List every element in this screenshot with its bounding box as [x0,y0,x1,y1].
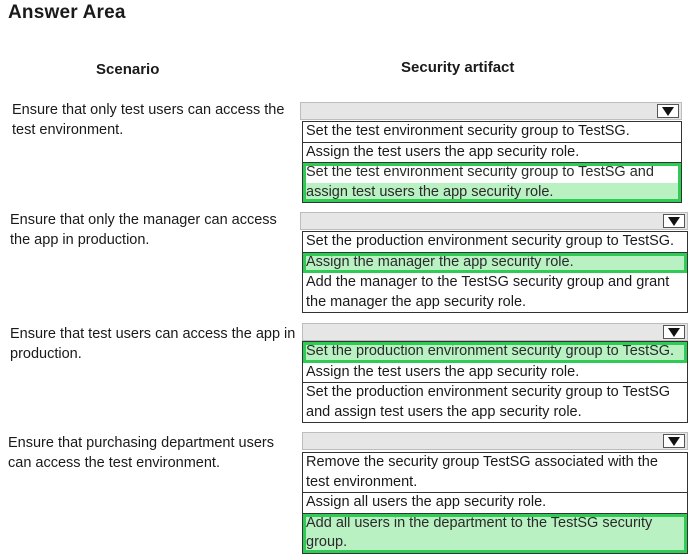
scenario-2-text: Ensure that only the manager can access the app in production. [10,212,277,248]
artifact-1-option-1[interactable]: Set the test environment security group to TestSG. [303,122,681,143]
artifact-4-options [302,452,688,554]
artifact-4-dropdown[interactable] [302,432,688,450]
artifact-1-option-3[interactable]: Set the test environment security group to TestSG and assign test users the app security role. [303,163,681,202]
artifact-2-option-2[interactable]: Assign the manager the app security role. [303,253,687,274]
artifact-2-options [302,231,688,313]
artifact-1-dropdown[interactable] [300,102,682,120]
artifact-3-option-3[interactable]: Set the production environment security group to TestSG and assign test users the app security role. [306,384,671,420]
triangle-down-icon[interactable] [663,325,685,339]
scenario-3-text: Ensure that test users can access the app in production. [10,326,296,362]
artifact-1-option-2[interactable]: Assign the test users the app security role. [303,143,681,164]
artifact-2-option-3[interactable]: Add the manager to the TestSG security group and grant the manager the app security role. [306,274,670,310]
artifact-4-option-3[interactable]: Add all users in the department to the TestSG security group. [303,514,687,553]
artifact-2-option-1[interactable]: Set the production environment security group to TestSG. [303,232,687,253]
artifact-3-options [302,341,688,423]
triangle-down-icon[interactable] [663,214,685,228]
triangle-down-icon[interactable] [657,104,679,118]
triangle-down-icon[interactable] [663,434,685,448]
page-title: Answer Area [8,2,126,23]
artifact-column-header: Security artifact [401,59,515,76]
artifact-2-dropdown[interactable] [300,212,688,230]
artifact-1-options [302,121,682,203]
artifact-3-option-2[interactable]: Assign the test users the app security role. [303,363,687,384]
scenario-1-text: Ensure that only test users can access the test environment. [12,102,285,138]
artifact-4-option-2[interactable]: Assign all users the app security role. [303,493,687,514]
artifact-3-option-1[interactable]: Set the production environment security group to TestSG. [303,342,687,363]
scenario-4-text: Ensure that purchasing department users can access the test environment. [8,435,274,471]
scenario-column-header: Scenario [96,61,160,78]
artifact-4-option-1[interactable]: Remove the security group TestSG associated with the test environment. [303,453,687,493]
artifact-3-dropdown[interactable] [302,323,688,341]
